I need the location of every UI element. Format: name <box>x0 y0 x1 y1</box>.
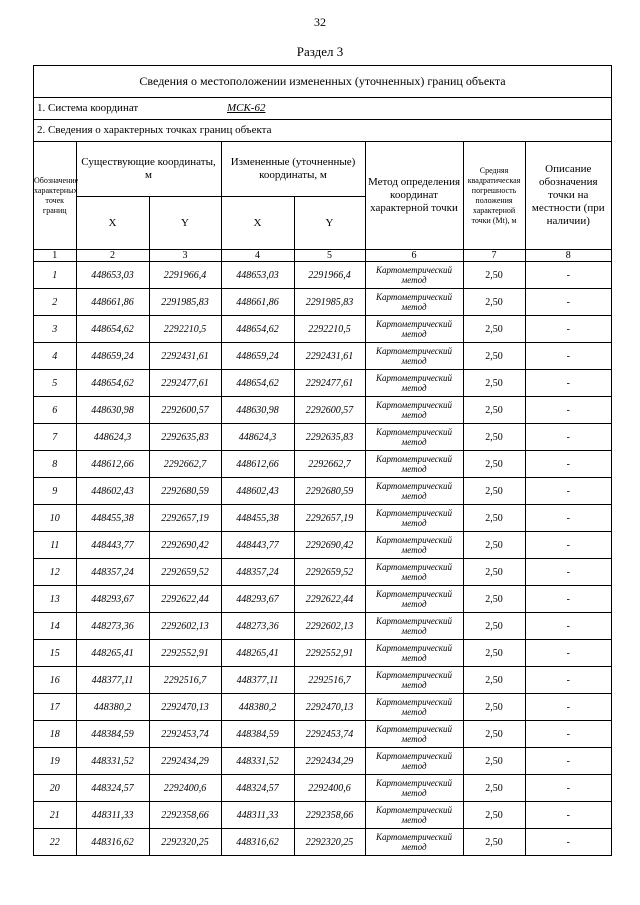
description-cell: - <box>525 478 611 505</box>
table-row <box>34 694 611 721</box>
table-row <box>34 316 611 343</box>
y-changed-cell: 2292453,74 <box>294 721 365 748</box>
method-cell: Картометрический метод <box>365 424 463 451</box>
description-cell: - <box>525 370 611 397</box>
x-changed-cell: 448357,24 <box>221 559 294 586</box>
y-changed-cell: 2292600,57 <box>294 397 365 424</box>
accuracy-cell: 2,50 <box>463 748 525 775</box>
accuracy-cell: 2,50 <box>463 370 525 397</box>
accuracy-cell: 2,50 <box>463 505 525 532</box>
method-cell: Картометрический метод <box>365 532 463 559</box>
x-changed-cell: 448377,11 <box>221 667 294 694</box>
description-cell: - <box>525 343 611 370</box>
x-changed-cell: 448661,86 <box>221 289 294 316</box>
table-row <box>34 640 611 667</box>
y-existing-cell: 2292659,52 <box>149 559 221 586</box>
description-cell: - <box>525 775 611 802</box>
header-accuracy: Средняя квадратическая погрешность положения характерной точки (Mt), м <box>463 142 525 250</box>
x-existing-cell: 448624,3 <box>76 424 149 451</box>
y-changed-cell: 2292635,83 <box>294 424 365 451</box>
accuracy-cell: 2,50 <box>463 613 525 640</box>
y-existing-cell: 2292516,7 <box>149 667 221 694</box>
y-existing-cell: 2292600,57 <box>149 397 221 424</box>
x-existing-cell: 448630,98 <box>76 397 149 424</box>
y-changed-cell: 2292477,61 <box>294 370 365 397</box>
accuracy-cell: 2,50 <box>463 532 525 559</box>
x-existing-cell: 448653,03 <box>76 262 149 289</box>
x-existing-cell: 448331,52 <box>76 748 149 775</box>
x-changed-cell: 448659,24 <box>221 343 294 370</box>
description-cell: - <box>525 613 611 640</box>
method-cell: Картометрический метод <box>365 343 463 370</box>
method-cell: Картометрический метод <box>365 262 463 289</box>
y-existing-cell: 2292680,59 <box>149 478 221 505</box>
x-existing-cell: 448311,33 <box>76 802 149 829</box>
y-existing-cell: 2292400,6 <box>149 775 221 802</box>
x-existing-cell: 448265,41 <box>76 640 149 667</box>
x-changed-cell: 448293,67 <box>221 586 294 613</box>
x-changed-cell: 448653,03 <box>221 262 294 289</box>
x-changed-cell: 448265,41 <box>221 640 294 667</box>
description-cell: - <box>525 451 611 478</box>
description-cell: - <box>525 721 611 748</box>
method-cell: Картометрический метод <box>365 694 463 721</box>
method-cell: Картометрический метод <box>365 667 463 694</box>
accuracy-cell: 2,50 <box>463 694 525 721</box>
description-cell: - <box>525 586 611 613</box>
table-row <box>34 397 611 424</box>
method-cell: Картометрический метод <box>365 451 463 478</box>
method-cell: Картометрический метод <box>365 559 463 586</box>
point-id-cell: 6 <box>34 397 76 424</box>
y-changed-cell: 2292690,42 <box>294 532 365 559</box>
y-changed-cell: 2292659,52 <box>294 559 365 586</box>
y-existing-cell: 2292635,83 <box>149 424 221 451</box>
table-title: Сведения о местоположении измененных (уточненных) границ объекта <box>34 66 611 98</box>
table-row <box>34 667 611 694</box>
section-title: Раздел 3 <box>296 44 344 59</box>
accuracy-cell: 2,50 <box>463 586 525 613</box>
method-cell: Картометрический метод <box>365 721 463 748</box>
x-changed-cell: 448324,57 <box>221 775 294 802</box>
y-changed-cell: 2291985,83 <box>294 289 365 316</box>
header-method: Метод определения координат характерной точки <box>365 142 463 250</box>
accuracy-cell: 2,50 <box>463 289 525 316</box>
y-changed-cell: 2292210,5 <box>294 316 365 343</box>
table-row <box>34 343 611 370</box>
col-number: 1 <box>34 250 76 262</box>
x-existing-cell: 448659,24 <box>76 343 149 370</box>
y-existing-cell: 2292358,66 <box>149 802 221 829</box>
x-existing-cell: 448377,11 <box>76 667 149 694</box>
points-table <box>34 142 611 855</box>
point-id-cell: 3 <box>34 316 76 343</box>
method-cell: Картометрический метод <box>365 775 463 802</box>
table-row <box>34 451 611 478</box>
accuracy-cell: 2,50 <box>463 424 525 451</box>
x-existing-cell: 448661,86 <box>76 289 149 316</box>
x-changed-cell: 448273,36 <box>221 613 294 640</box>
method-cell: Картометрический метод <box>365 397 463 424</box>
table-row <box>34 559 611 586</box>
accuracy-cell: 2,50 <box>463 559 525 586</box>
description-cell: - <box>525 397 611 424</box>
col-number: 7 <box>463 250 525 262</box>
point-id-cell: 9 <box>34 478 76 505</box>
point-id-cell: 17 <box>34 694 76 721</box>
x-existing-cell: 448357,24 <box>76 559 149 586</box>
point-id-cell: 22 <box>34 829 76 856</box>
header-x-existing: X <box>76 197 149 250</box>
y-changed-cell: 2291966,4 <box>294 262 365 289</box>
method-cell: Картометрический метод <box>365 289 463 316</box>
col-number: 2 <box>76 250 149 262</box>
col-number: 6 <box>365 250 463 262</box>
x-existing-cell: 448380,2 <box>76 694 149 721</box>
point-id-cell: 21 <box>34 802 76 829</box>
document-frame <box>33 65 612 856</box>
col-number: 5 <box>294 250 365 262</box>
description-cell: - <box>525 289 611 316</box>
point-id-cell: 14 <box>34 613 76 640</box>
point-id-cell: 4 <box>34 343 76 370</box>
description-cell: - <box>525 316 611 343</box>
x-changed-cell: 448624,3 <box>221 424 294 451</box>
table-row <box>34 532 611 559</box>
y-changed-cell: 2292657,19 <box>294 505 365 532</box>
point-id-cell: 15 <box>34 640 76 667</box>
method-cell: Картометрический метод <box>365 316 463 343</box>
description-cell: - <box>525 559 611 586</box>
accuracy-cell: 2,50 <box>463 478 525 505</box>
x-changed-cell: 448654,62 <box>221 316 294 343</box>
y-existing-cell: 2292552,91 <box>149 640 221 667</box>
accuracy-cell: 2,50 <box>463 343 525 370</box>
y-changed-cell: 2292602,13 <box>294 613 365 640</box>
point-id-cell: 5 <box>34 370 76 397</box>
description-cell: - <box>525 802 611 829</box>
table-row <box>34 424 611 451</box>
method-cell: Картометрический метод <box>365 586 463 613</box>
x-existing-cell: 448612,66 <box>76 451 149 478</box>
description-cell: - <box>525 667 611 694</box>
method-cell: Картометрический метод <box>365 640 463 667</box>
header-description: Описание обозначения точки на местности (при наличии) <box>525 142 611 250</box>
y-changed-cell: 2292434,29 <box>294 748 365 775</box>
y-existing-cell: 2292470,13 <box>149 694 221 721</box>
table-row <box>34 370 611 397</box>
table-row <box>34 262 611 289</box>
y-existing-cell: 2292320,25 <box>149 829 221 856</box>
y-existing-cell: 2292477,61 <box>149 370 221 397</box>
accuracy-cell: 2,50 <box>463 262 525 289</box>
description-cell: - <box>525 262 611 289</box>
description-cell: - <box>525 424 611 451</box>
description-cell: - <box>525 829 611 856</box>
accuracy-cell: 2,50 <box>463 397 525 424</box>
x-changed-cell: 448602,43 <box>221 478 294 505</box>
table-row <box>34 289 611 316</box>
y-changed-cell: 2292470,13 <box>294 694 365 721</box>
point-id-cell: 19 <box>34 748 76 775</box>
table-row <box>34 829 611 856</box>
point-id-cell: 20 <box>34 775 76 802</box>
point-id-cell: 7 <box>34 424 76 451</box>
y-existing-cell: 2291985,83 <box>149 289 221 316</box>
x-existing-cell: 448602,43 <box>76 478 149 505</box>
header-y-existing: Y <box>149 197 221 250</box>
x-existing-cell: 448316,62 <box>76 829 149 856</box>
y-existing-cell: 2292622,44 <box>149 586 221 613</box>
x-existing-cell: 448384,59 <box>76 721 149 748</box>
coordinate-system-value: МСК-62 <box>227 102 266 114</box>
coordinate-system-label: 1. Система координат <box>37 102 139 114</box>
x-existing-cell: 448324,57 <box>76 775 149 802</box>
table-row <box>34 802 611 829</box>
point-id-cell: 18 <box>34 721 76 748</box>
col-number: 4 <box>221 250 294 262</box>
method-cell: Картометрический метод <box>365 613 463 640</box>
x-changed-cell: 448654,62 <box>221 370 294 397</box>
method-cell: Картометрический метод <box>365 829 463 856</box>
column-numbers-row <box>34 250 611 262</box>
description-cell: - <box>525 532 611 559</box>
description-cell: - <box>525 748 611 775</box>
header-point-id: Обозначение характерных точек границ <box>34 142 76 250</box>
method-cell: Картометрический метод <box>365 802 463 829</box>
y-changed-cell: 2292431,61 <box>294 343 365 370</box>
table-row <box>34 748 611 775</box>
table-row <box>34 613 611 640</box>
point-id-cell: 12 <box>34 559 76 586</box>
x-changed-cell: 448612,66 <box>221 451 294 478</box>
table-row <box>34 478 611 505</box>
y-existing-cell: 2292453,74 <box>149 721 221 748</box>
x-existing-cell: 448654,62 <box>76 316 149 343</box>
x-existing-cell: 448293,67 <box>76 586 149 613</box>
y-existing-cell: 2291966,4 <box>149 262 221 289</box>
point-id-cell: 16 <box>34 667 76 694</box>
accuracy-cell: 2,50 <box>463 316 525 343</box>
x-changed-cell: 448316,62 <box>221 829 294 856</box>
description-cell: - <box>525 640 611 667</box>
x-changed-cell: 448384,59 <box>221 721 294 748</box>
y-existing-cell: 2292662,7 <box>149 451 221 478</box>
table-row <box>34 586 611 613</box>
x-changed-cell: 448630,98 <box>221 397 294 424</box>
method-cell: Картометрический метод <box>365 370 463 397</box>
y-existing-cell: 2292431,61 <box>149 343 221 370</box>
y-changed-cell: 2292622,44 <box>294 586 365 613</box>
method-cell: Картометрический метод <box>365 478 463 505</box>
x-existing-cell: 448455,38 <box>76 505 149 532</box>
x-changed-cell: 448455,38 <box>221 505 294 532</box>
col-number: 8 <box>525 250 611 262</box>
table-row <box>34 721 611 748</box>
y-changed-cell: 2292320,25 <box>294 829 365 856</box>
y-changed-cell: 2292552,91 <box>294 640 365 667</box>
header-changed-coords: Измененные (уточненные) координаты, м <box>221 142 365 197</box>
point-id-cell: 13 <box>34 586 76 613</box>
y-changed-cell: 2292400,6 <box>294 775 365 802</box>
x-changed-cell: 448331,52 <box>221 748 294 775</box>
accuracy-cell: 2,50 <box>463 721 525 748</box>
y-changed-cell: 2292680,59 <box>294 478 365 505</box>
point-id-cell: 1 <box>34 262 76 289</box>
points-subtitle: 2. Сведения о характерных точках границ объекта <box>34 120 611 142</box>
accuracy-cell: 2,50 <box>463 667 525 694</box>
header-x-changed: X <box>221 197 294 250</box>
accuracy-cell: 2,50 <box>463 829 525 856</box>
y-existing-cell: 2292434,29 <box>149 748 221 775</box>
x-existing-cell: 448654,62 <box>76 370 149 397</box>
point-id-cell: 2 <box>34 289 76 316</box>
x-existing-cell: 448273,36 <box>76 613 149 640</box>
coordinate-system-row <box>34 98 611 120</box>
method-cell: Картометрический метод <box>365 748 463 775</box>
y-existing-cell: 2292210,5 <box>149 316 221 343</box>
accuracy-cell: 2,50 <box>463 451 525 478</box>
x-changed-cell: 448443,77 <box>221 532 294 559</box>
point-id-cell: 8 <box>34 451 76 478</box>
method-cell: Картометрический метод <box>365 505 463 532</box>
y-changed-cell: 2292358,66 <box>294 802 365 829</box>
header-y-changed: Y <box>294 197 365 250</box>
y-changed-cell: 2292516,7 <box>294 667 365 694</box>
page-number: 32 <box>314 15 326 29</box>
y-changed-cell: 2292662,7 <box>294 451 365 478</box>
table-row <box>34 505 611 532</box>
y-existing-cell: 2292690,42 <box>149 532 221 559</box>
y-existing-cell: 2292657,19 <box>149 505 221 532</box>
description-cell: - <box>525 694 611 721</box>
table-row <box>34 775 611 802</box>
header-existing-coords: Существующие координаты, м <box>76 142 221 197</box>
accuracy-cell: 2,50 <box>463 640 525 667</box>
x-changed-cell: 448311,33 <box>221 802 294 829</box>
y-existing-cell: 2292602,13 <box>149 613 221 640</box>
x-changed-cell: 448380,2 <box>221 694 294 721</box>
description-cell: - <box>525 505 611 532</box>
x-existing-cell: 448443,77 <box>76 532 149 559</box>
point-id-cell: 10 <box>34 505 76 532</box>
col-number: 3 <box>149 250 221 262</box>
point-id-cell: 11 <box>34 532 76 559</box>
accuracy-cell: 2,50 <box>463 775 525 802</box>
accuracy-cell: 2,50 <box>463 802 525 829</box>
